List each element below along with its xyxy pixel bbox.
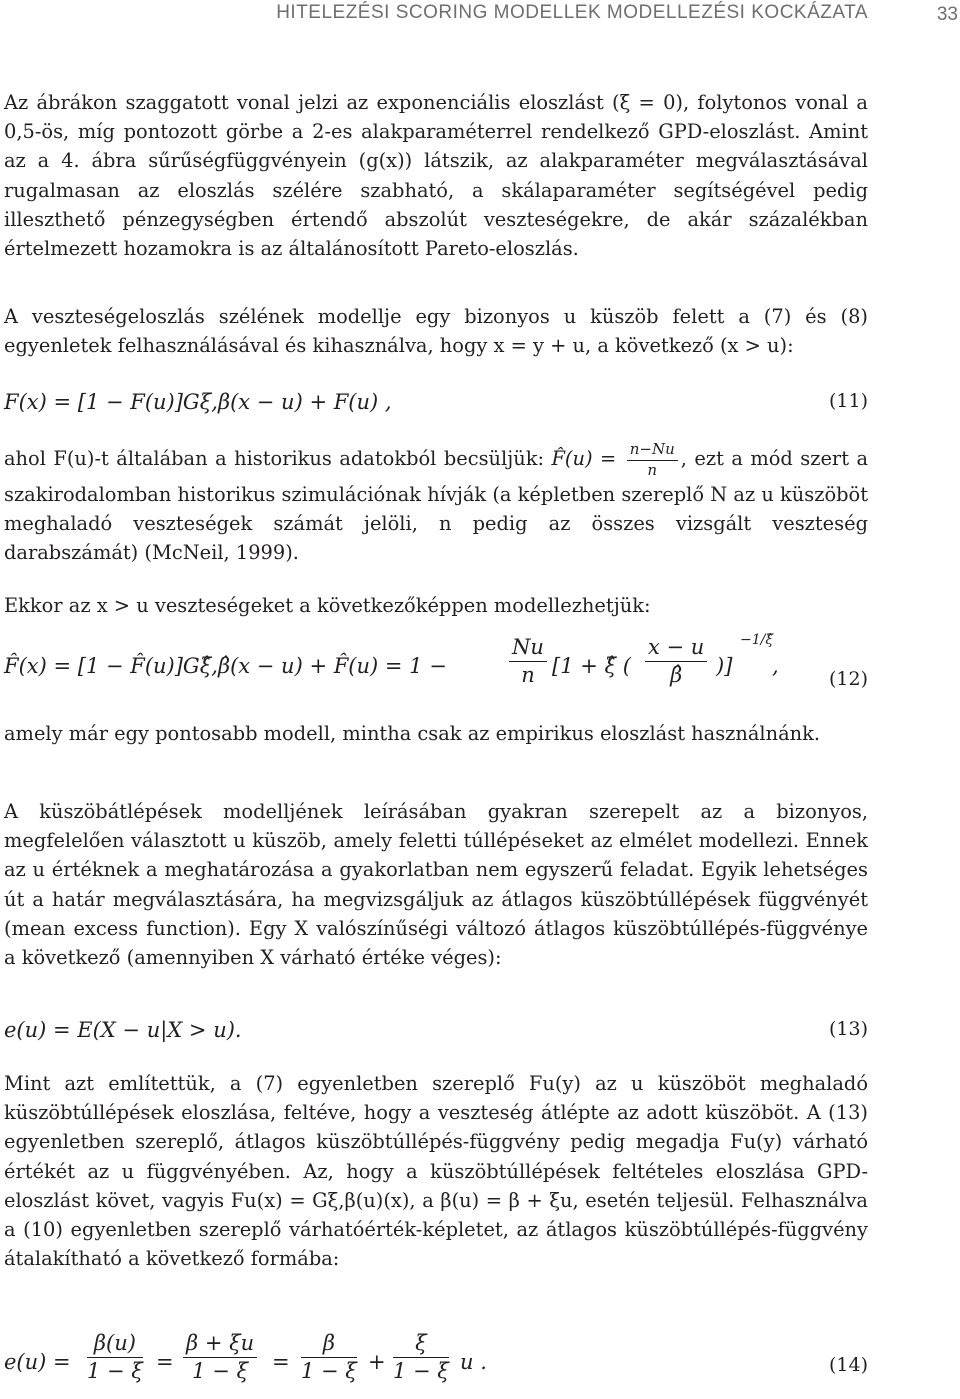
- paragraph-3-end: az u küszöböt meghaladó veszteségek számát jelöli, n pedig az összes vizsgált veszteség darabszámát) (McNeil, 1999).: [4, 483, 869, 565]
- equation-13-number: (13): [828, 1018, 868, 1040]
- equation-12-inner-den: β̂: [670, 663, 683, 688]
- paragraph-1: Az ábrákon szaggatott vonal jelzi az exponenciális eloszlást (ξ = 0), folytonos vonal a 0,5-ös, míg pontozott görbe a 2-es alakparaméterrel rendelkező GPD-eloszlást. Amint az a 4. ábra sűrűségfüggvényein (g(x)) látszik, az alakparaméter megválasztásával rugalmasan az eloszlás szélére szabható, a skálaparaméter segítségével pedig illeszthető pénzegységben értendő abszolút veszteségekre, de akár százalékban értelmezett hozamokra is az általánosított Pareto-eloszlás.: [4, 91, 868, 261]
- equation-12-close: )]: [716, 654, 733, 678]
- equation-11-number: (11): [828, 390, 868, 412]
- equation-14-frac-3: [301, 1330, 357, 1386]
- equation-12-exponent: −1/ξ̂: [740, 632, 774, 648]
- running-title: HITELEZÉSI SCORING MODELLEK MODELLEZÉSI KOCKÁZATA: [276, 2, 868, 23]
- equation-14-equals-1: =: [156, 1350, 174, 1374]
- equation-14-lhs: e(u) =: [4, 1350, 71, 1374]
- equation-11: [4, 390, 868, 414]
- equation-12-left: F̂(x) = [1 − F̂(u)]Gξ̂,β̂(x − u) + F̂(u) = 1 −: [4, 654, 447, 678]
- equation-12-number: (12): [828, 668, 868, 690]
- fhat-fraction: [627, 440, 678, 480]
- equation-14-frac-4-num: ξ: [393, 1330, 449, 1358]
- equation-14-frac-1-den: 1 − ξ: [87, 1359, 143, 1384]
- equation-13-body: e(u) = E(X − u|X > u).: [4, 1018, 242, 1042]
- paragraph-6: A küszöbátlépések modelljének leírásában gyakran szerepelt az a bizonyos, megfelelően választott u küszöb, amely feletti túllépéseket az elmélet modellezi. Ennek az u értéknek a meghatározása a gyakorlatban nem egyszerű feladat. Egyik lehetséges út a határ megválasztására, ha megvizsgáljuk az átlagos küszöbtúllépések függvényét (mean excess function). Egy X valószínűségi változó átlagos küszöbtúllépés-függvénye a következő (amennyiben X várható értéke véges):: [4, 800, 868, 970]
- equation-14-plus: +: [368, 1350, 386, 1374]
- paragraph-5: amely már egy pontosabb modell, mintha csak az empirikus eloszlást használnánk.: [4, 722, 821, 745]
- equation-14-number: (14): [828, 1354, 868, 1376]
- equation-14: [4, 1330, 868, 1394]
- paragraph-4: Ekkor az x > u veszteségeket a következőképpen modellezhetjük:: [4, 594, 651, 617]
- equation-14-frac-1-num: β(u): [87, 1330, 143, 1358]
- equation-12: [4, 632, 868, 712]
- equation-12-inner-num: x − u: [645, 634, 707, 662]
- equation-14-frac-1: [87, 1330, 143, 1386]
- equation-12-tail: ,: [772, 654, 779, 678]
- equation-14-frac-2: [183, 1330, 257, 1386]
- paragraph-2: A veszteségeloszlás szélének modellje egy bizonyos u küszöb felett a (7) és (8) egyenletek felhasználásával és kihasználva, hogy x = y + u, a következő (x > u):: [4, 305, 868, 358]
- equation-12-frac: [509, 634, 547, 690]
- equation-14-frac-4: [393, 1330, 449, 1386]
- paragraph-7: Mint azt említettük, a (7) egyenletben szereplő Fu(y) az u küszöböt meghaladó küszöbtúllépések eloszlása, feltéve, hogy a veszteség átlépte az adott küszöböt. A (13) egyenletben szereplő, átlagos küszöbtúllépés-függvény pedig megadja Fu(y) várható értékét az u függvényében. Az, hogy a küszöbtúllépések feltételes eloszlása GPD-eloszlást követ, vagyis Fu(x) = Gξ,β(u)(x), a β(u) = β + ξu, esetén teljesül. Felhasználva a (10) egyenletben szereplő várhatóérték-képletet, az átlagos küszöbtúllépés-függvény átalakítható a következő formába:: [4, 1072, 868, 1271]
- equation-12-bracket: [1 + ξ̂ (: [552, 654, 631, 678]
- fhat-numerator: n−Nu: [627, 440, 678, 461]
- paragraph-3-start: ahol F(u)-t általában a historikus adatokból becsüljük:: [4, 447, 544, 470]
- equation-14-frac-2-den: 1 − ξ: [192, 1359, 249, 1384]
- equation-12-inner-frac: [645, 634, 707, 690]
- equation-11-body: F(x) = [1 − F(u)]Gξ,β(x − u) + F(u) ,: [4, 390, 392, 414]
- paragraph-3: [4, 440, 868, 568]
- equation-14-equals-2: =: [272, 1350, 290, 1374]
- fhat-lhs: F̂(u) =: [551, 447, 617, 470]
- equation-14-frac-3-den: 1 − ξ: [301, 1359, 357, 1384]
- equation-14-tail: u .: [460, 1350, 487, 1374]
- paragraph-3-middle: , ezt a mód szert a szakirodalomban historikus szimulációnak hívják (a képletben szereplő N: [4, 447, 869, 506]
- equation-14-frac-3-num: β: [301, 1330, 357, 1358]
- equation-14-frac-2-num: β + ξu: [183, 1330, 257, 1358]
- page-header: [0, 0, 960, 40]
- fhat-denominator: n: [647, 460, 658, 479]
- equation-14-frac-4-den: 1 − ξ: [393, 1359, 449, 1384]
- page-number: 33: [936, 4, 958, 25]
- equation-12-frac-num: Nu: [509, 634, 547, 662]
- equation-13: [4, 1018, 868, 1042]
- equation-12-frac-den: n: [521, 663, 535, 688]
